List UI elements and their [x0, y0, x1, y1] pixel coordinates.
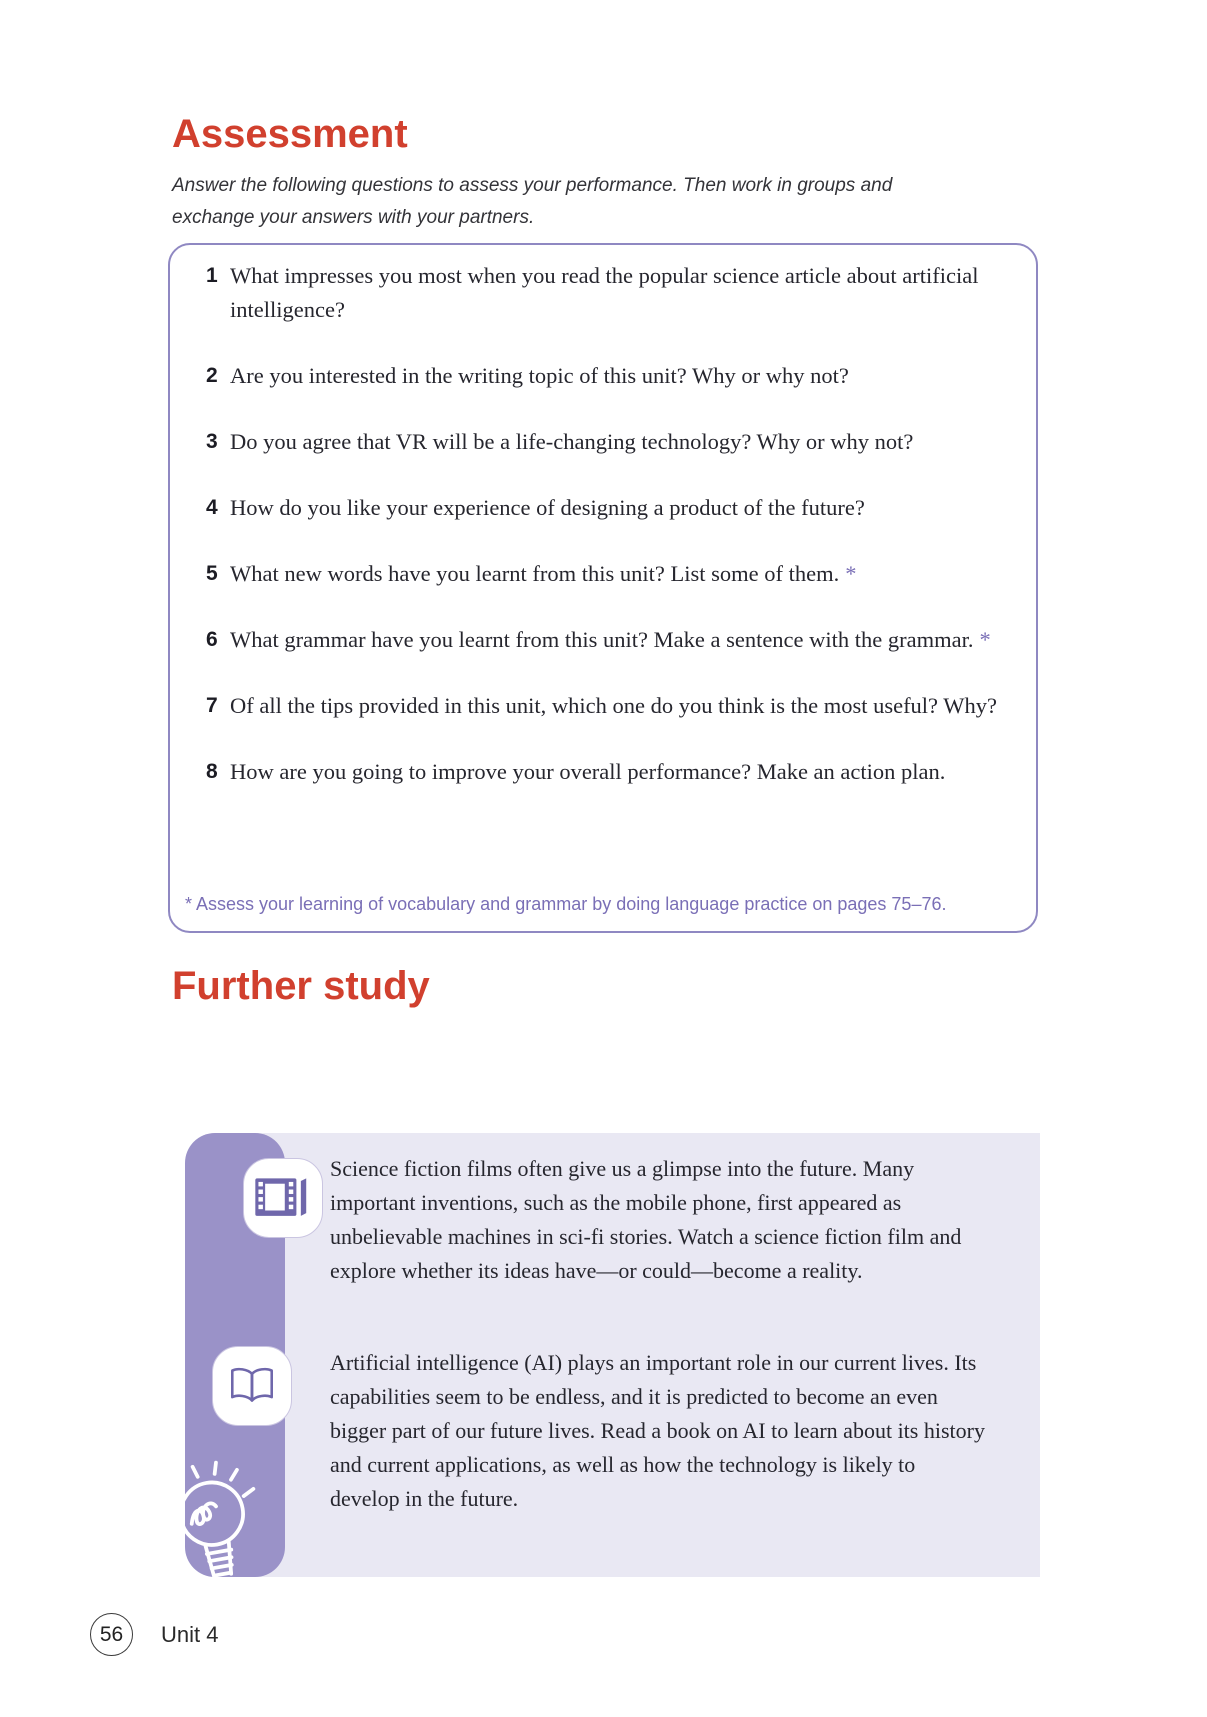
page-footer: [90, 1613, 218, 1656]
further-study-heading: Further study: [172, 964, 430, 1008]
question-item: [206, 689, 1036, 723]
question-item: [206, 491, 1036, 525]
assessment-questions-box: [168, 243, 1038, 933]
question-text: Are you interested in the writing topic of this unit? Why or why not?: [230, 363, 849, 388]
question-text: What impresses you most when you read the popular science article about artificial intelligence?: [230, 263, 979, 322]
question-text: What grammar have you learnt from this unit? Make a sentence with the grammar. *: [230, 627, 991, 652]
further-study-section: [185, 1133, 1040, 1577]
question-number: 3: [206, 430, 218, 453]
footnote-asterisk: *: [979, 627, 991, 652]
question-list: [206, 259, 1036, 789]
question-text: Do you agree that VR will be a life-changing technology? Why or why not?: [230, 429, 914, 454]
assessment-heading: Assessment: [172, 112, 408, 156]
question-text: What new words have you learnt from this unit? List some of them. *: [230, 561, 857, 586]
question-item: [206, 755, 1036, 789]
further-study-item-book: Artificial intelligence (AI) plays an important role in our current lives. Its capabilities seem to be endless, and it is predicted to become an even bigger part of our future lives. Read a book on AI to learn about its history and current applications, as well as how the technology is likely to develop in the future.: [330, 1350, 985, 1511]
question-item: [206, 557, 1036, 591]
book-icon: [212, 1346, 292, 1426]
question-text: How do you like your experience of designing a product of the future?: [230, 495, 865, 520]
question-number: 4: [206, 496, 218, 519]
lightbulb-icon: [149, 1446, 284, 1603]
question-text: Of all the tips provided in this unit, which one do you think is the most useful? Why?: [230, 693, 997, 718]
assessment-footnote: * Assess your learning of vocabulary and grammar by doing language practice on pages 75–76.: [185, 894, 947, 914]
question-number: 1: [206, 264, 218, 287]
question-item: [206, 623, 1036, 657]
question-number: 6: [206, 628, 218, 651]
assessment-intro: Answer the following questions to assess your performance. Then work in groups and exchange your answers with your partners.: [172, 175, 893, 228]
question-text: How are you going to improve your overall performance? Make an action plan.: [230, 759, 946, 784]
question-number: 5: [206, 562, 218, 585]
page-number-badge: 56: [90, 1613, 133, 1656]
footnote-asterisk: *: [845, 561, 857, 586]
question-number: 7: [206, 694, 218, 717]
question-item: [206, 359, 1036, 393]
question-number: 2: [206, 364, 218, 387]
question-item: [206, 425, 1036, 459]
question-item: [206, 259, 1036, 327]
film-icon: [243, 1158, 323, 1238]
further-study-item-film: Science fiction films often give us a glimpse into the future. Many important inventions, such as the mobile phone, first appeared as unbelievable machines in sci-fi stories. Watch a science fiction film and explore whether its ideas have—or could—become a reality.: [330, 1156, 962, 1283]
unit-label: Unit 4: [161, 1621, 219, 1647]
question-number: 8: [206, 760, 218, 783]
